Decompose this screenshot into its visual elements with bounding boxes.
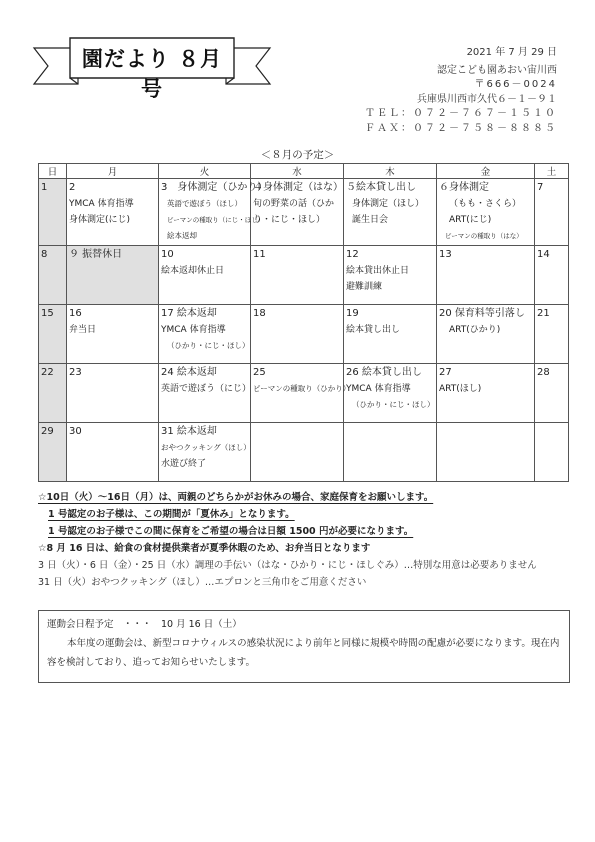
calendar-day-cell	[251, 364, 351, 423]
notice-lunch-day: ☆8 月 16 日は、給食の食材提供業者が夏季休暇のため、お弁当日となります	[38, 543, 371, 554]
day-number: 10	[161, 249, 174, 260]
day-number: 26 絵本貸し出し	[346, 367, 422, 378]
calendar-day-cell	[437, 423, 535, 482]
calendar-day-cell	[67, 179, 159, 246]
calendar-day-cell	[39, 179, 67, 246]
calendar-event: ピーマンの種取り（にじ・ほし）	[167, 216, 265, 224]
notice-cooking-help: 3 日（火）・6 日（金）・25 日（水）調理の手伝い（はな・ひかり・にじ・ほしぐみ）…特別な用意は必要ありません	[38, 560, 537, 571]
notice-snack-cooking: 31 日（火）おやつクッキング（ほし）…エプロンと三角巾をご用意ください	[38, 577, 367, 588]
day-number: ４身体測定（はな）	[253, 182, 343, 193]
day-number: ９ 振替休日	[69, 249, 123, 260]
calendar-day-cell	[67, 246, 159, 305]
calendar-event: ART(にじ)	[449, 215, 492, 225]
calendar-day-cell	[39, 364, 67, 423]
day-number: 23	[69, 367, 82, 378]
day-number: 17 絵本返却	[161, 308, 217, 319]
calendar-event: YMCA 体育指導	[161, 325, 226, 335]
telephone: ＴＥＬ：０７２－７６７－１５１０	[365, 108, 557, 119]
day-number: 20 保育料等引落し	[439, 308, 525, 319]
calendar-event: （ひかり・にじ・ほし）	[352, 400, 435, 409]
day-number: 1	[41, 182, 48, 193]
weekday-header: 木	[344, 164, 437, 179]
calendar-day-cell	[535, 364, 569, 423]
day-number: 15	[41, 308, 54, 319]
notice-summer-break: 1 号認定のお子様は、この期間が「夏休み」となります。	[48, 509, 295, 520]
day-number: 19	[346, 308, 359, 319]
weekday-header: 月	[67, 164, 159, 179]
calendar-event: ART(ひかり)	[449, 325, 501, 335]
calendar-event: 身体測定(にじ)	[69, 215, 131, 225]
calendar-day-cell	[251, 305, 344, 364]
calendar-day-cell	[535, 305, 569, 364]
weekday-header: 水	[251, 164, 344, 179]
issue-date: 2021 年 7 月 29 日	[466, 47, 557, 58]
sports-day-box	[38, 610, 570, 683]
day-number: 16	[69, 308, 82, 319]
weekday-header: 日	[39, 164, 67, 179]
calendar-event: 英語で遊ぼう（ほし）	[167, 199, 242, 208]
address: 兵庫県川西市久代６－１－９１	[417, 93, 557, 105]
calendar-day-cell	[344, 423, 437, 482]
day-number: 14	[537, 249, 550, 260]
page-title: 園だより ８月号	[81, 47, 223, 101]
calendar-day-cell	[344, 179, 437, 246]
calendar-day-cell	[67, 305, 159, 364]
calendar-event: ピーマンの種取り（はな）	[445, 232, 523, 240]
calendar-day-cell	[437, 246, 535, 305]
calendar-event: （ひかり・にじ・ほし）	[167, 341, 250, 350]
weekday-header-row	[39, 164, 569, 179]
calendar-day-cell	[251, 246, 344, 305]
kindergarten-name: 認定こども園あおい宙川西	[437, 64, 557, 76]
calendar-day-cell	[344, 246, 437, 305]
day-number: 24 絵本返却	[161, 367, 217, 378]
day-number: ５絵本貸し出し	[346, 182, 416, 193]
calendar-day-cell	[39, 246, 67, 305]
day-number: 18	[253, 308, 266, 319]
calendar-event: 絵本返却休止日	[161, 266, 225, 276]
weekday-header: 火	[159, 164, 251, 179]
weekday-header: 金	[437, 164, 535, 179]
calendar-day-cell	[535, 423, 569, 482]
calendar-event: 絵本返却	[167, 231, 197, 240]
sports-day-body: 本年度の運動会は、新型コロナウィルスの感染状況により前年と同様に規模や時間の配慮が必要になります。現在内容を検討しており、追ってお知らせいたします。	[47, 638, 560, 668]
calendar-week-row	[39, 364, 569, 423]
calendar-event: 絵本貸出休止日	[346, 266, 410, 276]
calendar-event: おやつクッキング（ほし）	[161, 443, 251, 452]
notice-daily-fee: 1 号認定のお子様でこの間に保育をご希望の場合は日額 1500 円が必要になります。	[48, 526, 414, 537]
calendar-day-cell	[251, 423, 344, 482]
calendar-day-cell	[159, 423, 251, 482]
calendar-day-cell	[251, 179, 344, 246]
calendar-day-cell	[67, 423, 159, 482]
calendar-event: ピーマンの種取り（ひかり）	[253, 384, 351, 393]
calendar-day-cell	[437, 179, 535, 246]
title-banner	[32, 26, 272, 102]
calendar-day-cell	[437, 364, 535, 423]
day-number: 11	[253, 249, 266, 260]
postal-code: 〒666－0024	[474, 79, 557, 90]
day-number: 30	[69, 426, 82, 437]
calendar-event: ART(ほし)	[439, 384, 482, 394]
day-number: 3 身体測定（ひかり）	[161, 182, 268, 193]
calendar-day-cell	[159, 246, 251, 305]
calendar-event: YMCA 体育指導	[346, 384, 411, 394]
day-number: 31 絵本返却	[161, 426, 217, 437]
day-number: 7	[537, 182, 544, 193]
day-number: 29	[41, 426, 54, 437]
calendar-day-cell	[67, 364, 159, 423]
day-number: 21	[537, 308, 550, 319]
day-number: 13	[439, 249, 452, 260]
calendar-week-row	[39, 179, 569, 246]
calendar-event: り・にじ・ほし）	[253, 215, 326, 225]
calendar-day-cell	[437, 305, 535, 364]
calendar-week-row	[39, 423, 569, 482]
calendar-title: ＜８月の予定＞	[260, 149, 335, 161]
calendar-day-cell	[159, 364, 251, 423]
calendar-day-cell	[344, 305, 437, 364]
calendar-event: 弁当日	[69, 325, 97, 335]
calendar-day-cell	[39, 305, 67, 364]
calendar-body	[39, 179, 569, 482]
calendar-day-cell	[535, 246, 569, 305]
day-number: 8	[41, 249, 48, 260]
day-number: 2	[69, 182, 76, 193]
calendar-event: 水遊び終了	[161, 459, 207, 469]
calendar-week-row	[39, 246, 569, 305]
august-calendar	[38, 163, 569, 482]
day-number: 12	[346, 249, 359, 260]
fax: ＦＡＸ：０７２－７５８－８８８５	[365, 122, 557, 134]
day-number: 28	[537, 367, 550, 378]
kindergarten-info	[365, 46, 557, 136]
calendar-day-cell	[39, 423, 67, 482]
calendar-week-row	[39, 305, 569, 364]
notices	[38, 489, 568, 591]
calendar-event: YMCA 体育指導	[69, 199, 134, 209]
calendar-event: 避難訓練	[346, 282, 383, 292]
calendar-event: 旬の野菜の話（ひか	[253, 199, 335, 209]
calendar-event: 誕生日会	[352, 215, 389, 225]
calendar-event: 身体測定（ほし）	[352, 199, 425, 209]
calendar-day-cell	[159, 305, 251, 364]
day-number: 25	[253, 367, 266, 378]
notice-home-care: ☆10日（火）～16日（月）は、両親のどちらかがお休みの場合、家庭保育をお願いします。	[38, 492, 434, 503]
calendar-day-cell	[535, 179, 569, 246]
calendar-day-cell	[344, 364, 437, 423]
weekday-header: 土	[535, 164, 569, 179]
day-number: 27	[439, 367, 452, 378]
day-number: 22	[41, 367, 54, 378]
calendar-event: （もも・さくら）	[449, 199, 522, 209]
calendar-event: 英語で遊ぼう（にじ）	[161, 384, 252, 394]
calendar-event: 絵本貸し出し	[346, 325, 401, 335]
calendar-day-cell	[159, 179, 268, 246]
sports-day-heading: 運動会日程予定 ・・・ 10 月 16 日（土）	[47, 619, 242, 630]
day-number: ６身体測定	[439, 182, 489, 193]
